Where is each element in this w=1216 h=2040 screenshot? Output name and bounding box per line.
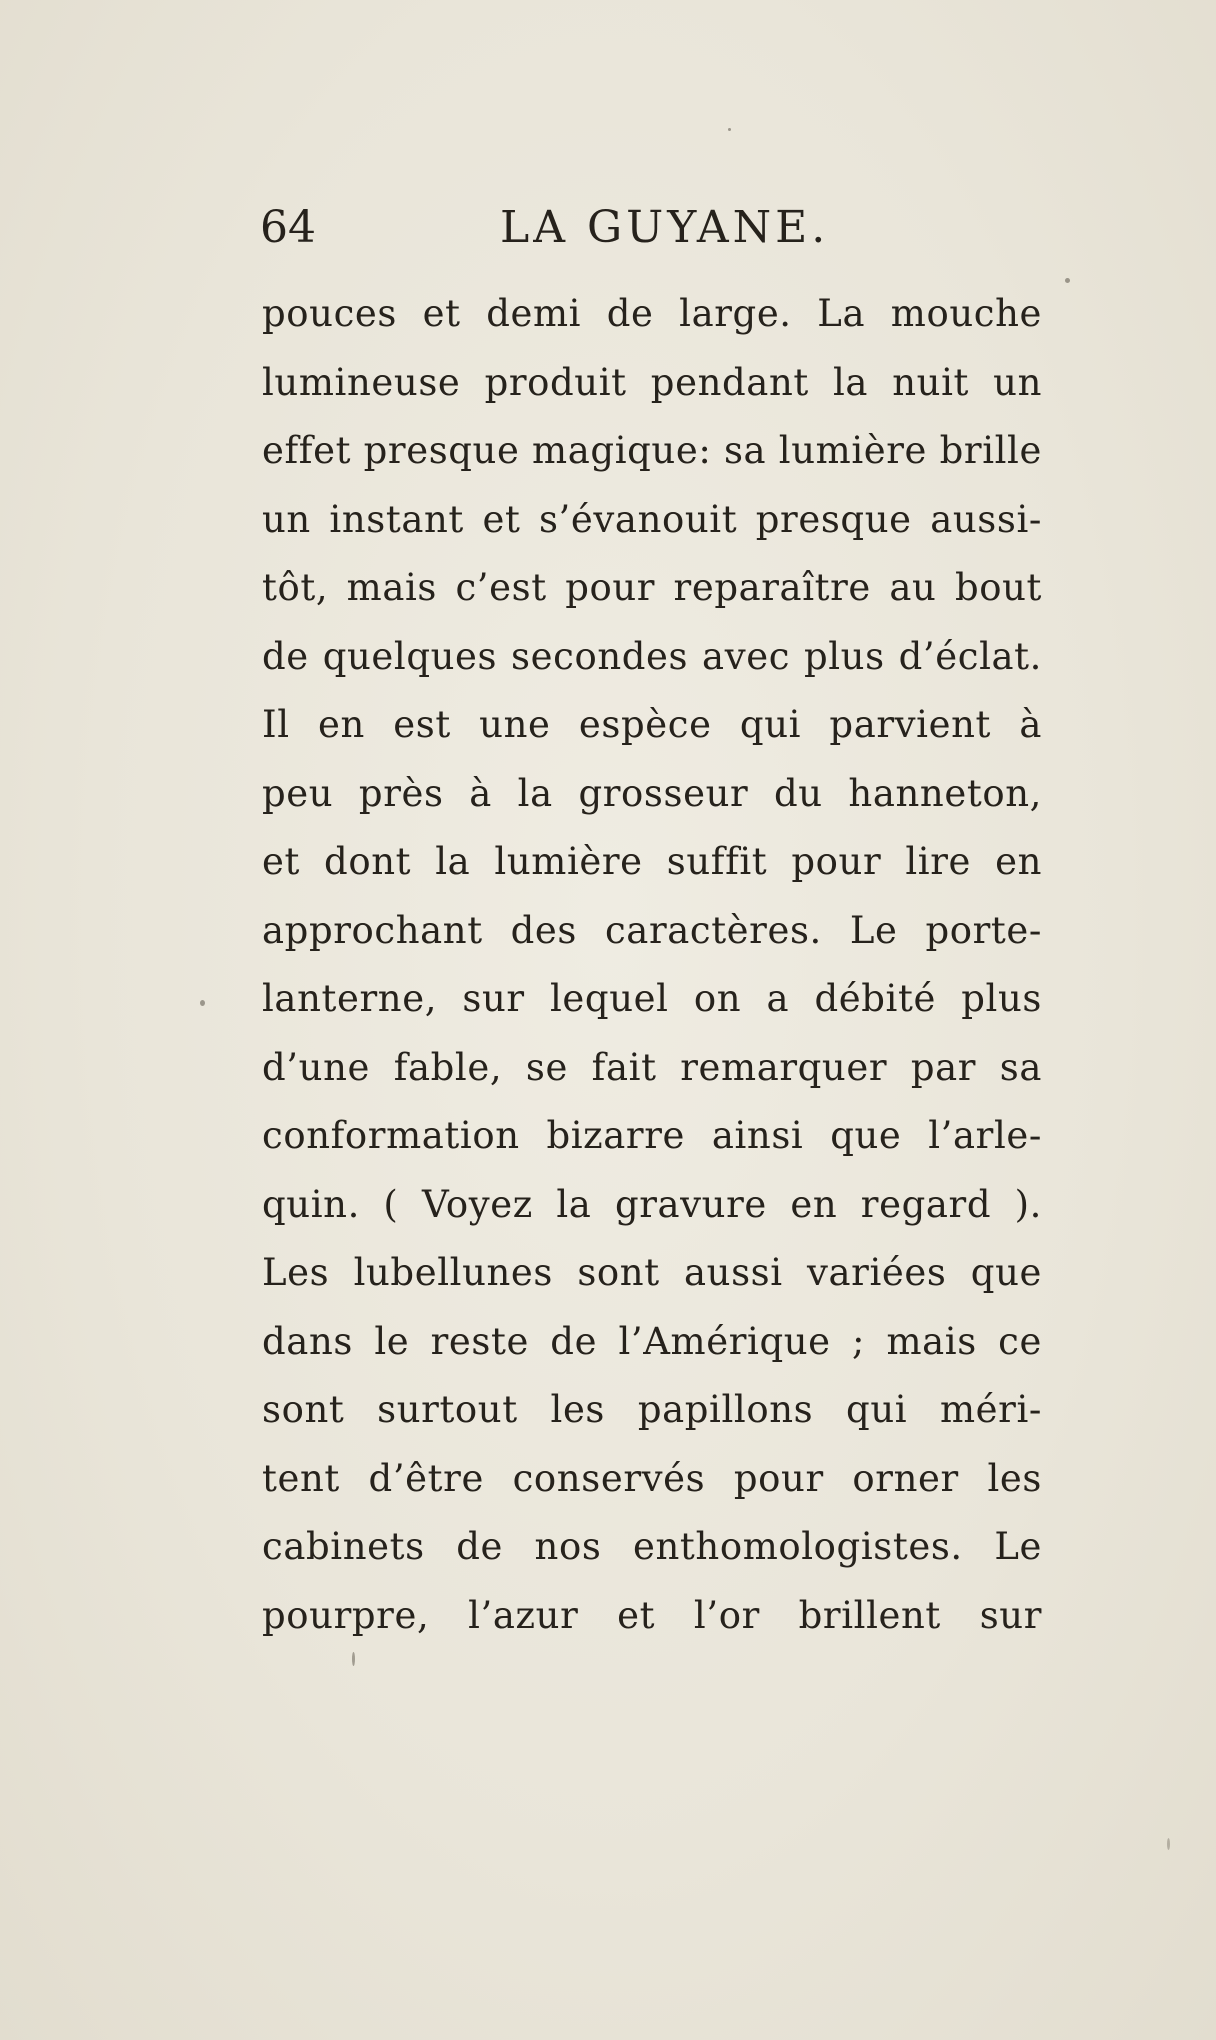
text-line: un instant et s’évanouit presque aussi- bbox=[262, 497, 1042, 541]
body-text bbox=[262, 280, 1042, 1650]
paper-speck bbox=[1065, 278, 1070, 283]
text-line: pourpre, l’azur et l’or brillent sur bbox=[262, 1593, 1042, 1637]
paper-speck bbox=[1167, 1838, 1170, 1850]
text-line: effet presque magique: sa lumière brille bbox=[262, 429, 1042, 472]
text-line: cabinets de nos enthomologistes. Le bbox=[262, 1525, 1042, 1568]
text-line: et dont la lumière suffit pour lire en bbox=[262, 840, 1042, 883]
text-line: pouces et demi de large. La mouche bbox=[262, 292, 1042, 335]
text-line: tent d’être conservés pour orner les bbox=[262, 1456, 1042, 1500]
running-header bbox=[260, 202, 1050, 262]
text-line: de quelques secondes avec plus d’éclat. bbox=[262, 634, 1042, 678]
running-title: LA GUYANE. bbox=[500, 202, 830, 253]
text-line: peu près à la grosseur du hanneton, bbox=[262, 771, 1042, 815]
text-line: lumineuse produit pendant la nuit un bbox=[262, 360, 1042, 404]
paper-speck bbox=[728, 128, 731, 131]
text-line: tôt, mais c’est pour reparaître au bout bbox=[262, 566, 1042, 609]
paper-speck bbox=[200, 1000, 205, 1006]
text-line: sont surtout les papillons qui méri- bbox=[262, 1388, 1042, 1431]
text-line: Les lubellunes sont aussi variées que bbox=[262, 1251, 1042, 1294]
text-line: d’une fable, se fait remarquer par sa bbox=[262, 1045, 1042, 1089]
text-line: dans le reste de l’Amérique ; mais ce bbox=[262, 1319, 1042, 1363]
text-line: quin. ( Voyez la gravure en regard ). bbox=[262, 1182, 1042, 1226]
text-line: Il en est une espèce qui parvient à bbox=[262, 703, 1042, 746]
paper-speck bbox=[352, 1652, 355, 1666]
text-line: conformation bizarre ainsi que l’arle- bbox=[262, 1114, 1042, 1157]
text-line: approchant des caractères. Le porte- bbox=[262, 908, 1042, 952]
text-line: lanterne, sur lequel on a débité plus bbox=[262, 977, 1042, 1020]
page-number: 64 bbox=[260, 202, 316, 253]
